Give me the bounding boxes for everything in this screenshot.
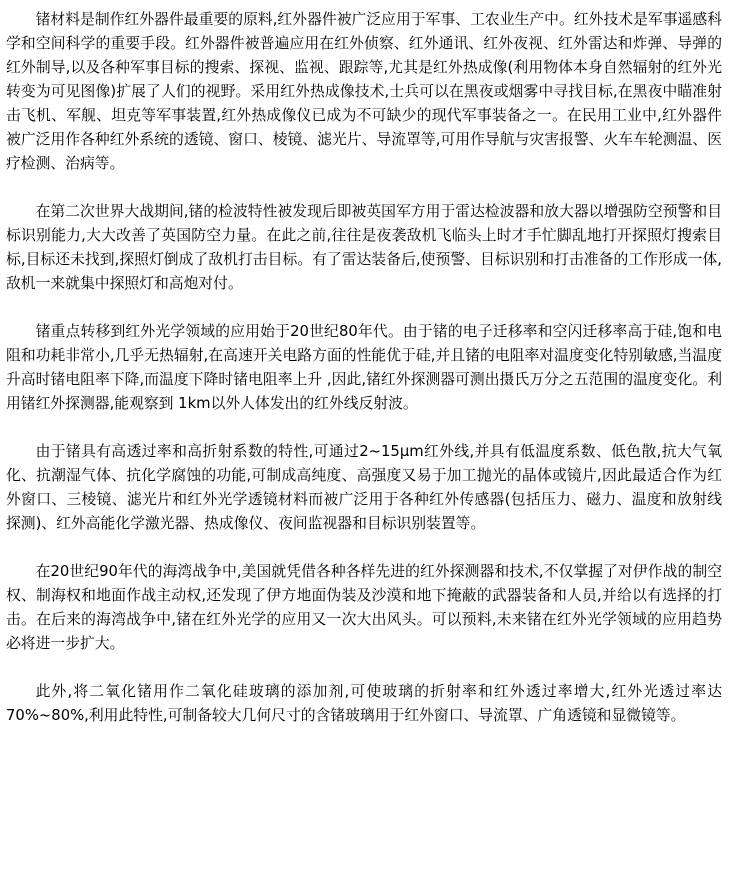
paragraph-1: 锗材料是制作红外器件最重要的原料,红外器件被广泛应用于军事、工农业生产中。红外技术是军事遥感科学和空间科学的重要手段。红外器件被普遍应用在红外侦察、红外通讯、红外夜视、红外雷达和炸弹、导弹的红外制导,以及各种军事目标的搜索、探视、监视、跟踪等,尤其是红外热成像(利用物体本身自然辐射的红外光转变为可见图像)扩展了人们的视野。采用红外热成像技术,士兵可以在黑夜或烟雾中寻找目标,在黑夜中瞄准射击飞机、军舰、坦克等军事装置,红外热成像仪已成为不可缺少的现代军事装备之一。在民用工业中,红外器件被广泛用作各种红外系统的透镜、窗口、棱镜、滤光片、导流罩等,可用作导航与灾害报警、火车车轮测温、医疗检测、治病等。 [6, 11, 722, 172]
document-body [6, 8, 722, 728]
paragraph-3: 锗重点转移到红外光学领域的应用始于20世纪80年代。由于锗的电子迁移率和空闪迁移率高于硅,饱和电阻和功耗非常小,几乎无热辐射,在高速开关电路方面的性能优于硅,并且锗的电阻率对温度变化特别敏感,当温度升高时锗电阻率下降,而温度下降时锗电阻率上升 ,因此,锗红外探测器可测出摄氏万分之五范围的温度变化。利用锗红外探测器,能观察到 1km以外人体发出的红外线反射波。 [6, 323, 722, 412]
paragraph-6: 此外,将二氧化锗用作二氧化硅玻璃的添加剂,可使玻璃的折射率和红外透过率增大,红外光透过率达70%~80%,利用此特性,可制备较大几何尺寸的含锗玻璃用于红外窗口、导流罩、广角透镜和显微镜等。 [6, 683, 722, 724]
paragraph-4: 由于锗具有高透过率和高折射系数的特性,可通过2~15μm红外线,并具有低温度系数、低色散,抗大气氧化、抗潮湿气体、抗化学腐蚀的功能,可制成高纯度、高强度又易于加工抛光的晶体或镜片,因此最适合作为红外窗口、三棱镜、滤光片和红外光学透镜材料而被广泛用于各种红外传感器(包括压力、磁力、温度和放射线探测)、红外高能化学激光器、热成像仪、夜间监视器和目标识别装置等。 [6, 443, 722, 532]
paragraph-5: 在20世纪90年代的海湾战争中,美国就凭借各种各样先进的红外探测器和技术,不仅掌握了对伊作战的制空权、制海权和地面作战主动权,还发现了伊方地面伪装及沙漠和地下掩蔽的武器装备和人员,并给以有选择的打击。在后来的海湾战争中,锗在红外光学的应用又一次大出风头。可以预料,未来锗在红外光学领域的应用趋势必将进一步扩大。 [6, 563, 722, 652]
paragraph-2: 在第二次世界大战期间,锗的检波特性被发现后即被英国军方用于雷达检波器和放大器以增强防空预警和目标识别能力,大大改善了英国防空力量。在此之前,往往是夜袭敌机飞临头上时才手忙脚乱地打开探照灯搜索目标,目标还未找到,探照灯倒成了敌机打击目标。有了雷达装备后,使预警、目标识别和打击准备的工作形成一体,敌机一来就集中探照灯和高炮对付。 [6, 203, 722, 292]
